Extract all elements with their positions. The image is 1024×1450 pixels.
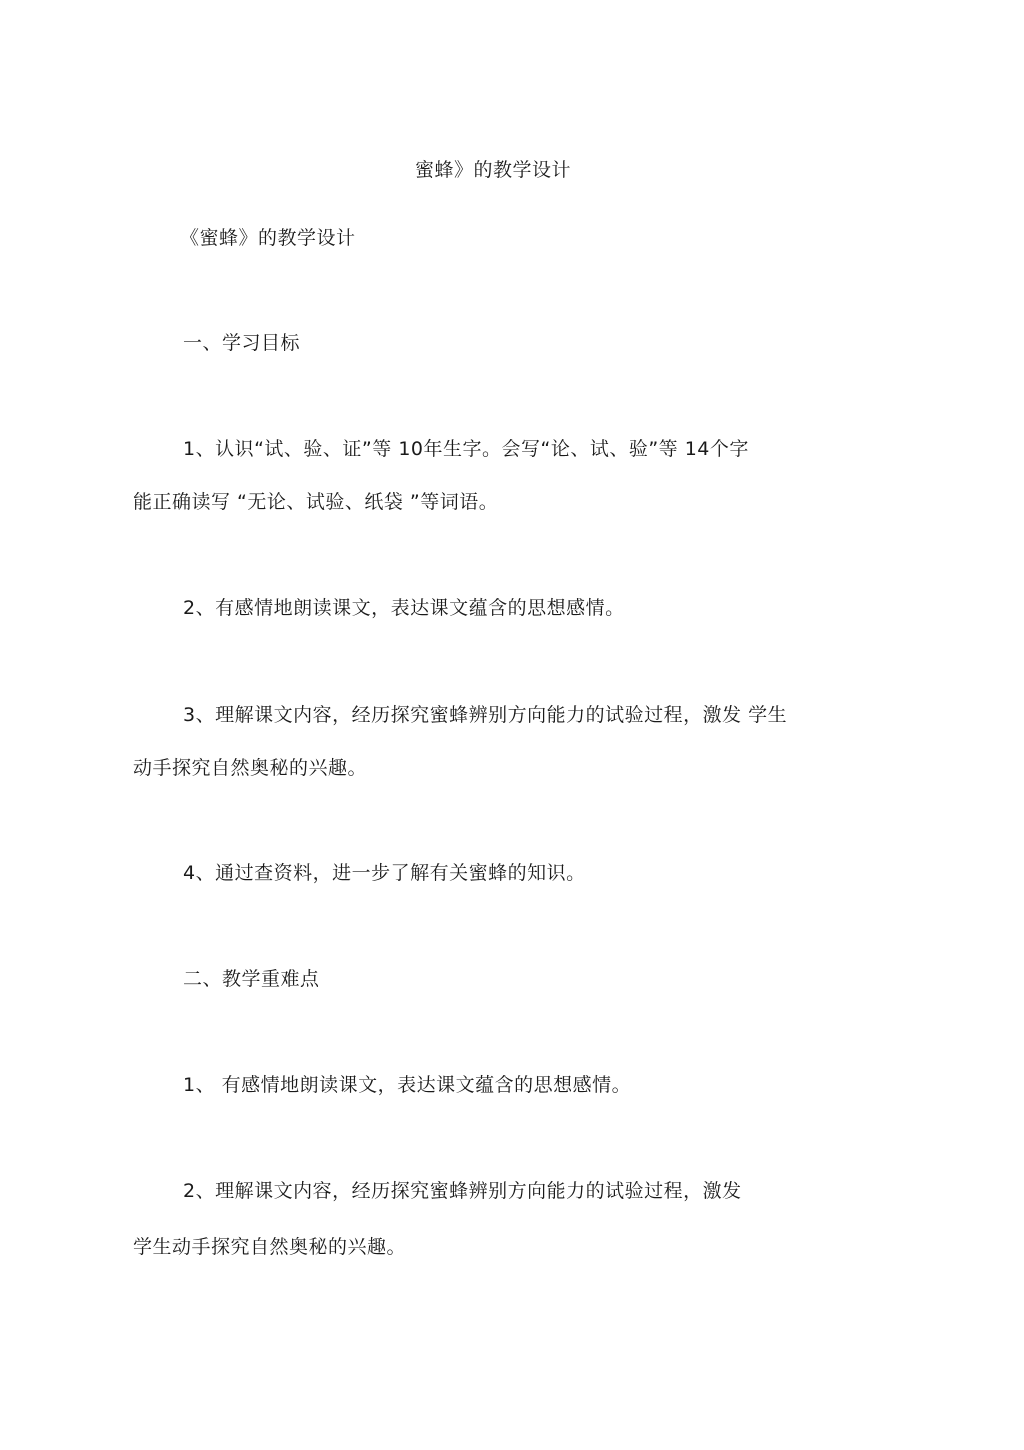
section-heading-learning-goals: 一、学习目标 bbox=[183, 332, 301, 354]
goal-item-1-line-1: 1、认识“试、验、证”等 10年生字。会写“论、试、验”等 14个字 bbox=[183, 438, 749, 460]
goal-item-1-line-2: 能正确读写 “无论、试验、纸袋 ”等词语。 bbox=[133, 491, 499, 513]
key-point-item-2-line-1: 2、理解课文内容，经历探究蜜蜂辨别方向能力的试验过程，激发 bbox=[183, 1180, 742, 1202]
key-point-item-2-line-2: 学生动手探究自然奥秘的兴趣。 bbox=[133, 1236, 407, 1258]
goal-item-4: 4、通过查资料，进一步了解有关蜜蜂的知识。 bbox=[183, 862, 586, 884]
section-heading-key-points: 二、教学重难点 bbox=[183, 968, 320, 990]
goal-item-3-line-2: 动手探究自然奥秘的兴趣。 bbox=[133, 757, 368, 779]
document-title: 蜜蜂》的教学设计 bbox=[415, 159, 572, 181]
goal-item-3-line-1: 3、理解课文内容，经历探究蜜蜂辨别方向能力的试验过程，激发 学生 bbox=[183, 704, 788, 726]
document-subtitle: 《蜜蜂》的教学设计 bbox=[180, 227, 356, 249]
goal-item-2: 2、有感情地朗读课文，表达课文蕴含的思想感情。 bbox=[183, 597, 625, 619]
key-point-item-1: 1、 有感情地朗读课文，表达课文蕴含的思想感情。 bbox=[183, 1074, 632, 1096]
